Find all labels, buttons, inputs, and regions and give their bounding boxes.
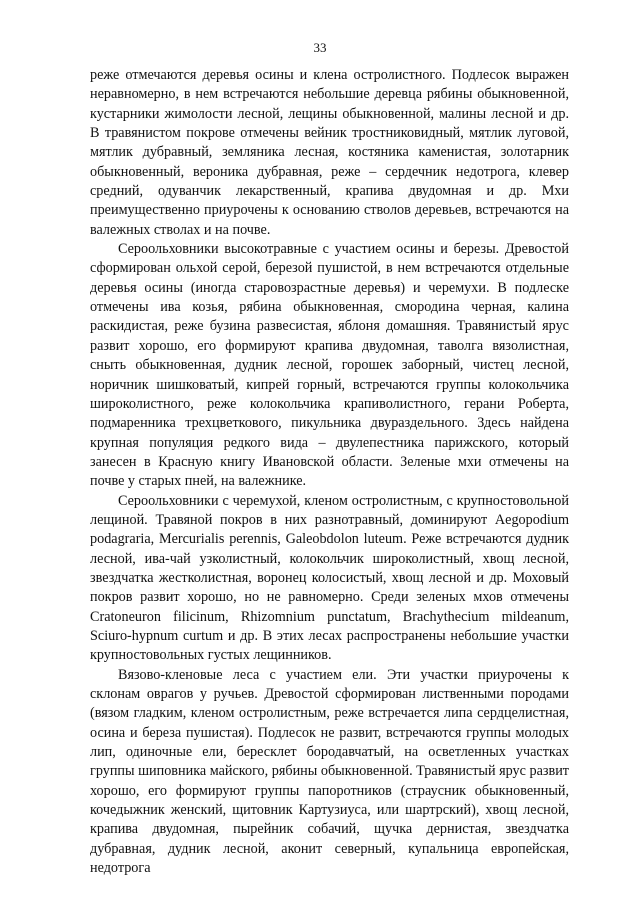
paragraph-grey-alder-bird-cherry: Сероольховники с черемухой, кленом остролистным, с крупностовольной лещиной. Травяной покров в них разнотравный, доминируют Aegopodium podagraria, Mercurialis perennis, Galeobdolon luteum. Реже встречаются дудник лесной, ива-чай узколистный, колокольчик широколистный, хвощ лесной, звездчатка жестколистная, воронец колосистый, хвощ лесной и др. Моховый покров развит хорошо, но не равномерно. Среди зеленых мхов отмечены Cratoneuron filicinum, Rhizomnium punctatum, Brachythecium mildeanum, Sciuro-hypnum curtum и др. В этих лесах распространены небольшие участки крупностовольных густых лещинников. <box>90 492 569 664</box>
paragraph-grey-alder-aspen-birch: Сероольховники высокотравные с участием осины и березы. Древостой сформирован ольхой серой, березой пушистой, в нем встречаются отдельные деревья осины (иногда старовозрастные деревья) и черемухи. В подлеске отмечены ива козья, рябина обыкновенная, смородина черная, калина раскидистая, реже бузина развесистая, яблоня домашняя. Травянистый ярус развит хорошо, его формируют крапива двудомная, таволга вязолистная, сныть обыкновенная, дудник лесной, горошек заборный, чистец лесной, норичник шишковатый, кипрей горный, встречаются группы колокольчика широколистного, реже колокольчика крапиволистного, герани Роберта, подмаренника трехцветкового, пикульника двураздельного. Здесь найдена крупная популяция редкого вида – двулепестника парижского, который занесен в Красную книгу Ивановской области. Зеленые мхи отмечены на почве у старых пней, на валежнике. <box>90 241 569 490</box>
page-number: 33 <box>313 40 327 55</box>
body-text <box>90 66 569 878</box>
paragraph-continuation: реже отмечаются деревья осины и клена остролистного. Подлесок выражен неравномерно, в нем встречаются небольшие деревца рябины обыкновенной, кустарники жимолости лесной, лещины обыкновенной, малины лесной и др. В травянистом покрове отмечены вейник тростниковидный, мятлик луговой, мятлик дубравный, земляника лесная, костяника каменистая, золотарник обыкновенный, вероника дубравная, реже – сердечник недотрога, клевер средний, одуванчик лекарственный, крапива двудомная и др. Мхи преимущественно приурочены к основанию стволов деревьев, встречаются на валежных стволах и на почве. <box>90 67 569 238</box>
paragraph-elm-maple-spruce: Вязово-кленовые леса с участием ели. Эти участки приурочены к склонам оврагов у ручьев. Древостой сформирован лиственными породами (вязом гладким, кленом остролистным, реже встречается липа сердцелистная, осина и береза пушистая). Подлесок не развит, встречаются группы молодых лип, одиночные ели, бересклет бородавчатый, на осветленных участках группы шиповника майского, рябины обыкновенной. Травянистый ярус развит хорошо, его формируют группы папоротников (страусник обыкновенный, кочедыжник женский, щитовник Картузиуса, или шартрский), хвощ лесной, крапива двудомная, пырейник собачий, щучка дернистая, звездчатка дубравная, дудник лесной, аконит северный, купальница европейская, недотрога <box>90 666 569 877</box>
